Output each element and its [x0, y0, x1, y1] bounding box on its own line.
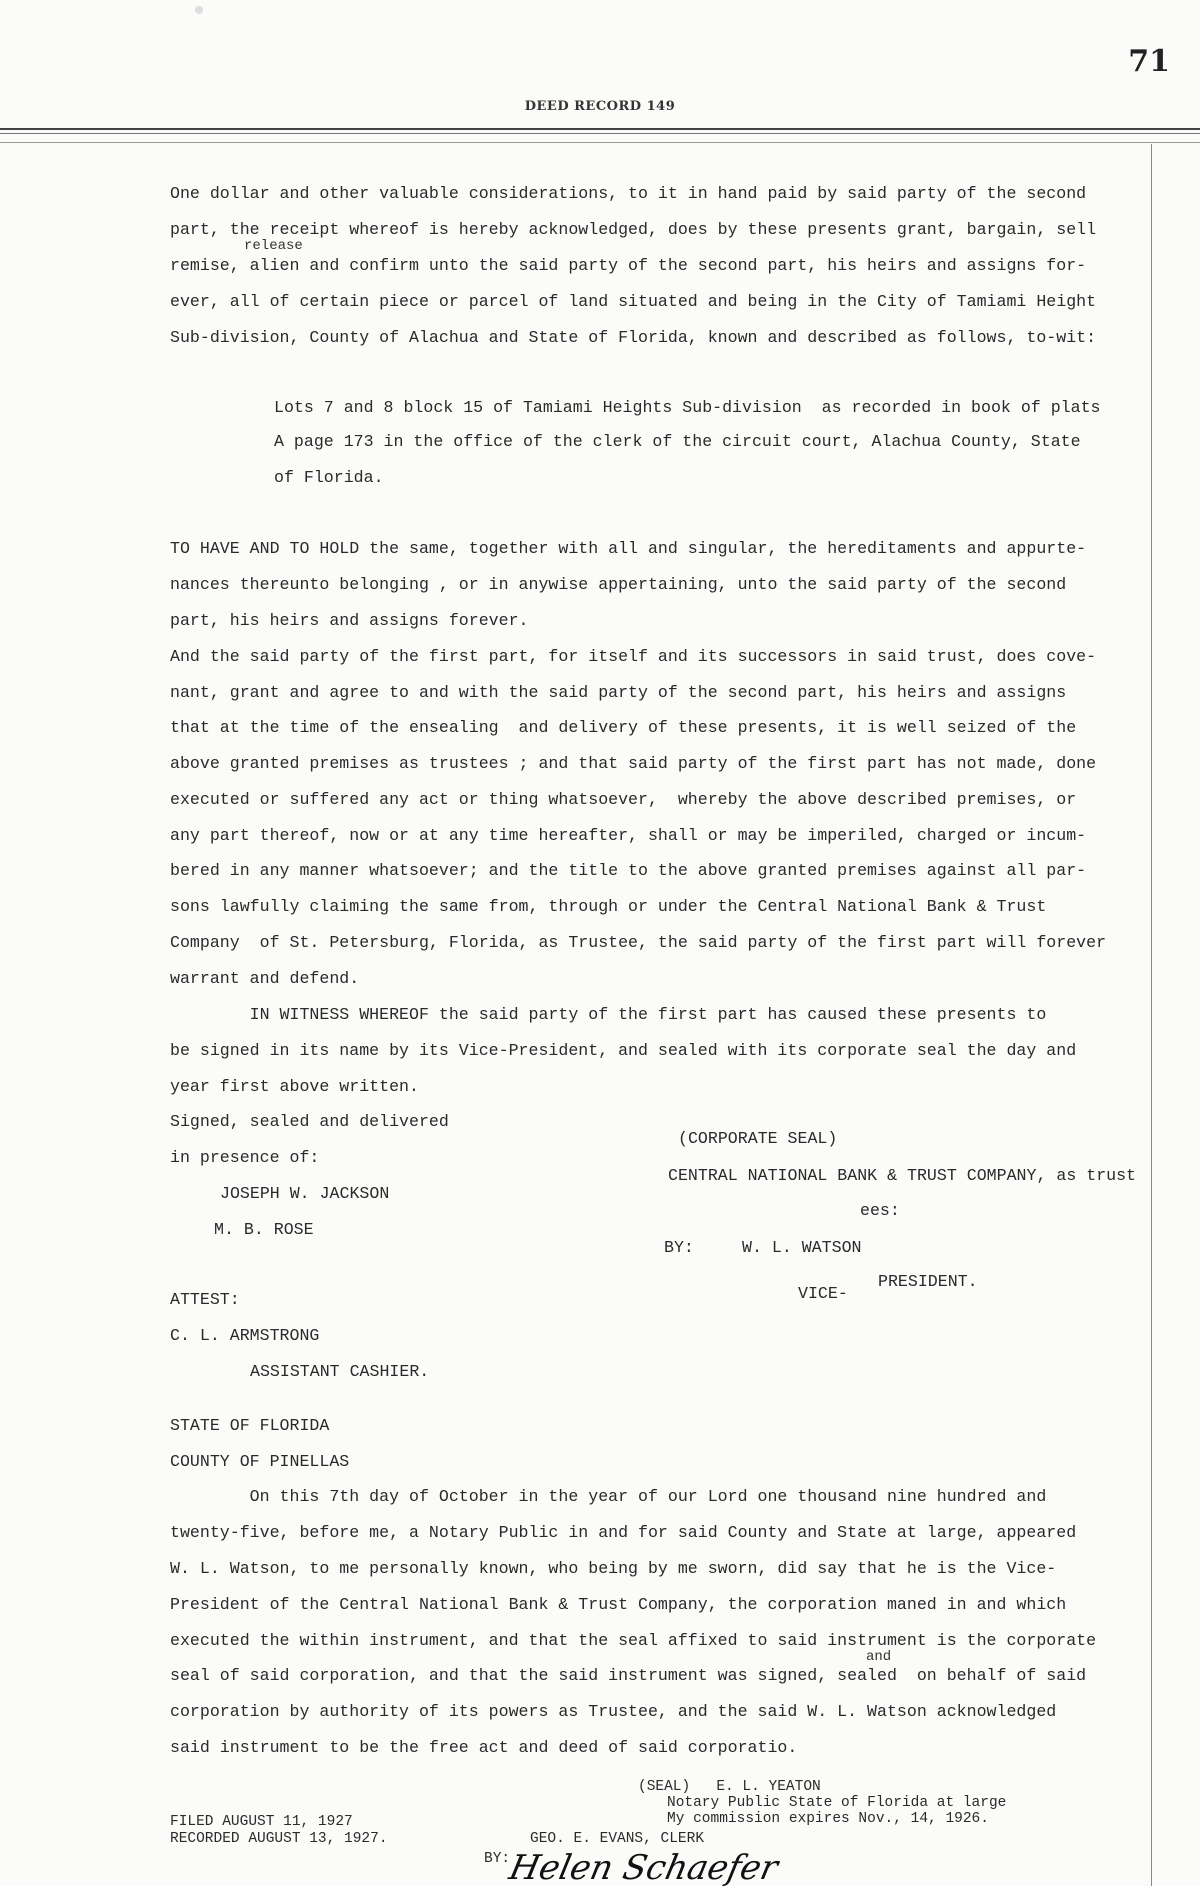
page-number: 71: [1128, 44, 1170, 79]
signatory-title-vice: VICE-: [798, 1284, 848, 1303]
testimonium-line: be signed in its name by its Vice-President, and sealed with its corporate seal the day and: [170, 1041, 1077, 1060]
venue-state: STATE OF FLORIDA: [170, 1416, 330, 1435]
covenant-line: bered in any manner whatsoever; and the title to the above granted premises against all par-: [170, 861, 1087, 880]
deputy-by-label: BY:: [484, 1851, 511, 1867]
acknowledgment-line: W. L. Watson, to me personally known, who being by me sworn, did say that he is the Vice-: [170, 1559, 1057, 1578]
habendum-line: nances thereunto belonging , or in anywise appertaining, unto the said party of the second: [170, 575, 1067, 594]
acknowledgment-line: executed the within instrument, and that the seal affixed to said instrument is the corporate: [170, 1631, 1097, 1650]
signatory-name: W. L. WATSON: [742, 1238, 862, 1257]
property-description-line: Lots 7 and 8 block 15 of Tamiami Heights Sub-division as recorded in book of plats: [274, 398, 1101, 417]
habendum-line: TO HAVE AND TO HOLD the same, together with all and singular, the hereditaments and appurte-: [170, 539, 1087, 558]
attest-label: ATTEST:: [170, 1290, 240, 1309]
covenant-line: above granted premises as trustees ; and that said party of the first part has not made, done: [170, 754, 1097, 773]
habendum-line: part, his heirs and assigns forever.: [170, 611, 529, 630]
signatory-title-president: PRESIDENT.: [878, 1272, 978, 1291]
covenant-line: that at the time of the ensealing and delivery of these presents, it is well seized of the: [170, 718, 1077, 737]
body-line: part, the receipt whereof is hereby acknowledged, does by these presents grant, bargain, sell: [170, 220, 1097, 239]
covenant-line: And the said party of the first part, for itself and its successors in said trust, does cove-: [170, 647, 1097, 666]
interlineation: release: [244, 238, 303, 254]
acknowledgment-line: seal of said corporation, and that the said instrument was signed, sealed on behalf of said: [170, 1666, 1087, 1685]
filed-date: FILED AUGUST 11, 1927: [170, 1814, 353, 1830]
covenant-line: warrant and defend.: [170, 969, 360, 988]
notary-title: Notary Public State of Florida at large: [667, 1795, 1007, 1811]
witness-name: JOSEPH W. JACKSON: [220, 1184, 390, 1203]
property-description-line: A page 173 in the office of the clerk of the circuit court, Alachua County, State: [274, 432, 1081, 451]
covenant-line: nant, grant and agree to and with the said party of the second part, his heirs and assigns: [170, 683, 1067, 702]
corporate-seal-label: (CORPORATE SEAL): [678, 1129, 838, 1148]
witness-name: M. B. ROSE: [214, 1220, 314, 1239]
by-label: BY:: [664, 1238, 694, 1257]
record-book-title: DEED RECORD 149: [524, 99, 676, 114]
acknowledgment-line: corporation by authority of its powers as Trustee, and the said W. L. Watson acknowledged: [170, 1702, 1057, 1721]
acknowledgment-line: twenty-five, before me, a Notary Public in and for said County and State at large, appeared: [170, 1523, 1077, 1542]
covenant-line: any part thereof, now or at any time hereafter, shall or may be imperiled, charged or incum-: [170, 826, 1087, 845]
header-rule-lower: [0, 142, 1200, 143]
header-rule-thin: [0, 133, 1200, 134]
grantor-company-continued: ees:: [860, 1201, 900, 1220]
notary-commission: My commission expires Nov., 14, 1926.: [667, 1811, 989, 1827]
notary-seal-name: (SEAL) E. L. YEATON: [638, 1779, 821, 1795]
interlineation: and: [866, 1649, 892, 1665]
testimonium-line: year first above written.: [170, 1077, 419, 1096]
acknowledgment-line: On this 7th day of October in the year of our Lord one thousand nine hundred and: [170, 1487, 1047, 1506]
deputy-clerk-signature: Helen Schaefer: [505, 1848, 782, 1888]
clerk-name: GEO. E. EVANS, CLERK: [530, 1831, 705, 1847]
grantor-company: CENTRAL NATIONAL BANK & TRUST COMPANY, as trust: [668, 1166, 1137, 1185]
in-presence-of: in presence of:: [170, 1148, 320, 1167]
covenant-line: executed or suffered any act or thing whatsoever, whereby the above described premises, or: [170, 790, 1077, 809]
signed-sealed-delivered: Signed, sealed and delivered: [170, 1112, 449, 1131]
body-line: Sub-division, County of Alachua and State of Florida, known and described as follows, to-wit:: [170, 328, 1097, 347]
covenant-line: Company of St. Petersburg, Florida, as Trustee, the said party of the first part will forever: [170, 933, 1107, 952]
attest-title: ASSISTANT CASHIER.: [250, 1362, 430, 1381]
acknowledgment-line: President of the Central National Bank & Trust Company, the corporation maned in and which: [170, 1595, 1067, 1614]
acknowledgment-line: said instrument to be the free act and deed of said corporatio.: [170, 1738, 798, 1757]
venue-county: COUNTY OF PINELLAS: [170, 1452, 350, 1471]
recorded-date: RECORDED AUGUST 13, 1927.: [170, 1831, 388, 1847]
attest-name: C. L. ARMSTRONG: [170, 1326, 320, 1345]
paper-smudge: [195, 6, 203, 14]
body-line: ever, all of certain piece or parcel of land situated and being in the City of Tamiami Height: [170, 292, 1097, 311]
covenant-line: sons lawfully claiming the same from, through or under the Central National Bank & Trust: [170, 897, 1047, 916]
body-line: One dollar and other valuable considerations, to it in hand paid by said party of the second: [170, 184, 1087, 203]
property-description-line: of Florida.: [274, 468, 384, 487]
testimonium-line: IN WITNESS WHEREOF the said party of the first part has caused these presents to: [170, 1005, 1047, 1024]
body-line: remise, alien and confirm unto the said party of the second part, his heirs and assigns for-: [170, 256, 1087, 275]
header-rule: [0, 128, 1200, 130]
right-margin-line: [1151, 144, 1152, 1886]
